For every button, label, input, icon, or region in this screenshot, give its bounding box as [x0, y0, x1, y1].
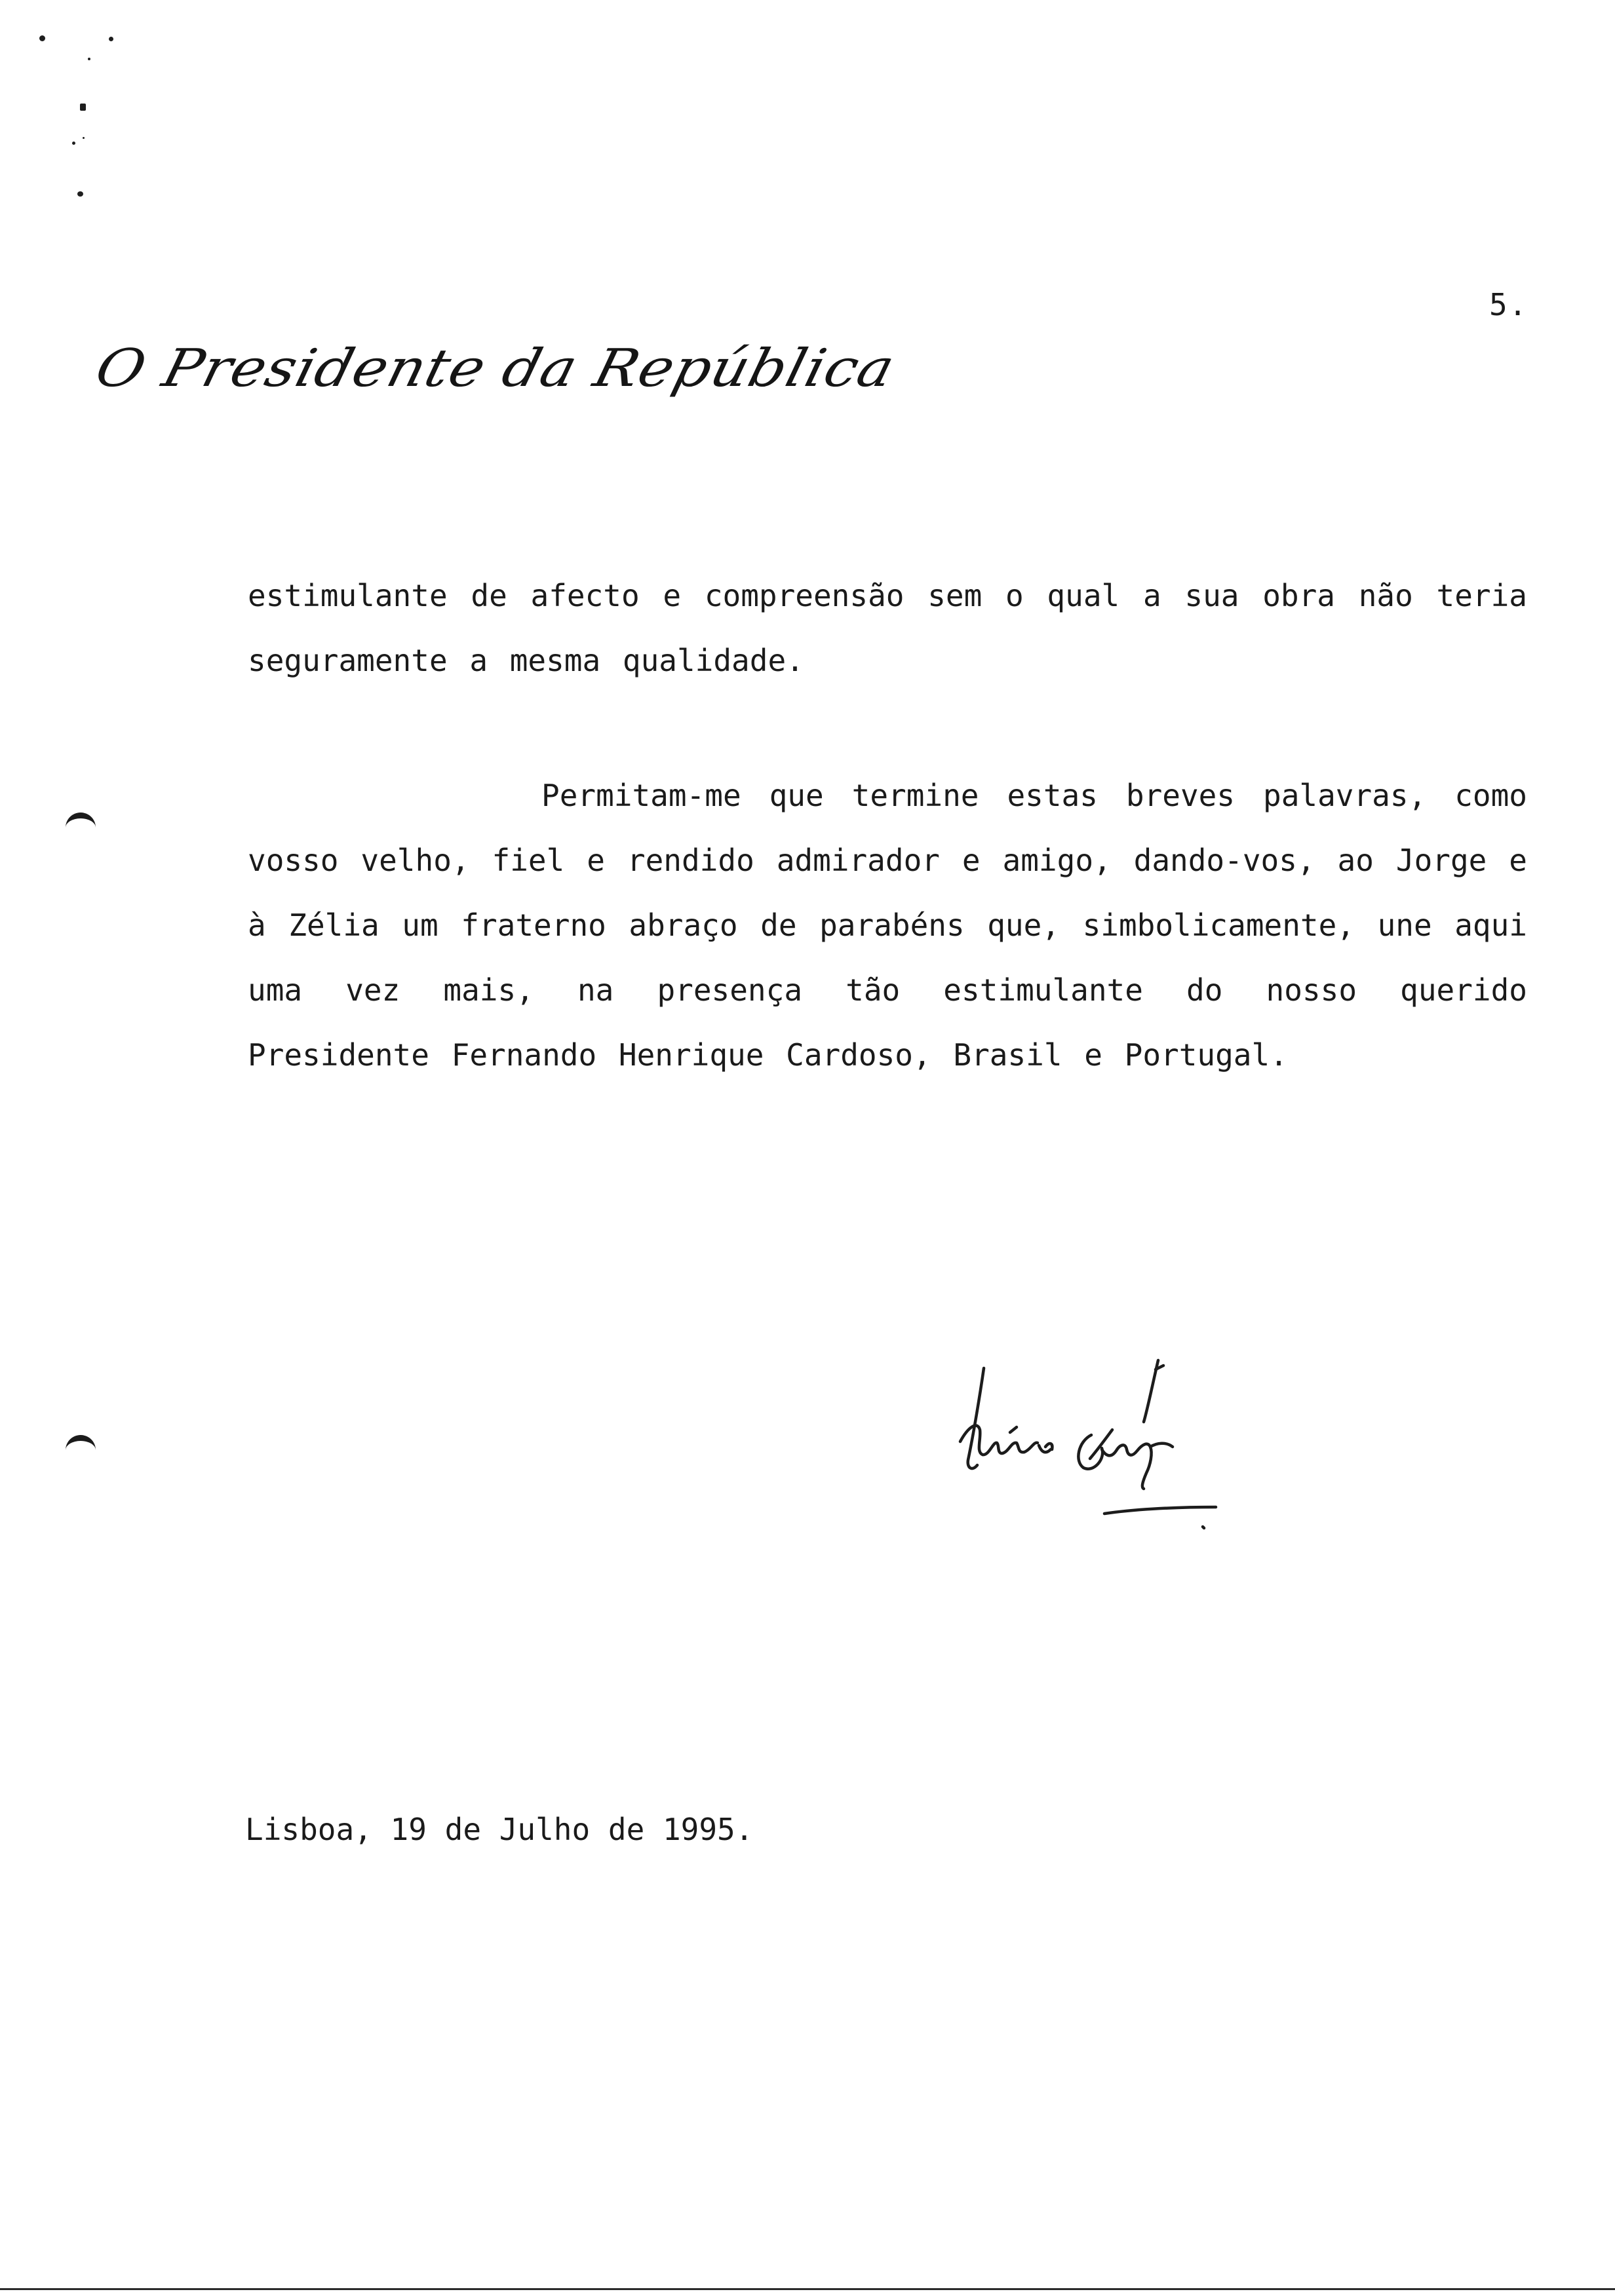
- place-and-date: Lisboa, 19 de Julho de 1995.: [245, 1812, 754, 1847]
- body-paragraph-1: [248, 564, 1527, 693]
- scan-speck: [72, 142, 75, 145]
- page-number: 5.: [1489, 287, 1528, 322]
- scan-speck: [88, 58, 90, 60]
- scan-speck: [39, 35, 45, 41]
- scan-speck: [83, 137, 85, 139]
- scan-speck: [77, 191, 83, 197]
- binder-hole-mark: [66, 1435, 96, 1461]
- letterhead-title: O Presidente da República: [89, 337, 901, 398]
- binder-hole-mark: [66, 813, 96, 838]
- paragraph-text: Permitam-me que termine estas breves palavras, como vosso velho, fiel e rendido admirador e amigo, dando-vos, ao Jorge e à Zélia um fraterno abraço de parabéns que, simbolicamente, une aqui uma vez mais, na presença tão estimulante do nosso querido Presidente Fernando Henrique Cardoso, Brasil e Portugal.: [248, 778, 1527, 1073]
- scan-edge-line: [0, 2288, 1615, 2290]
- body-paragraph-2: [248, 763, 1527, 1088]
- scan-speck: [80, 104, 86, 111]
- handwritten-signature: [954, 1343, 1262, 1546]
- scan-speck: [109, 37, 113, 41]
- paragraph-text: estimulante de afecto e compreensão sem o qual a sua obra não teria seguramente a mesma qualidade.: [248, 578, 1527, 678]
